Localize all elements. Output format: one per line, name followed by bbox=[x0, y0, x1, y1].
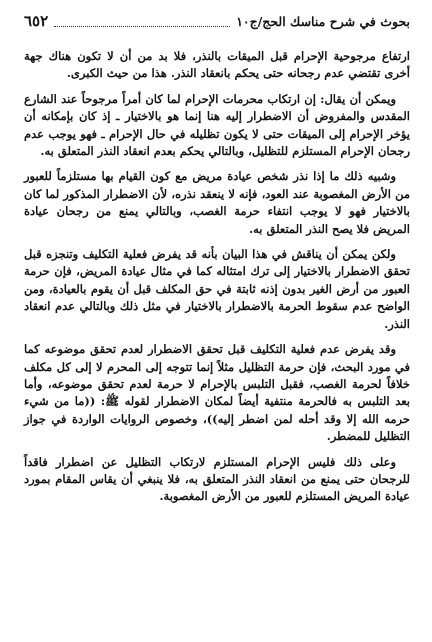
page-number: ٦٥٢ bbox=[24, 12, 49, 30]
paragraph-3: وشبيه ذلك ما إذا نذر شخص عيادة مريض مع كون القيام بها مستلزماً للعبور من الأرض المغصوبة عند العود، فإنه لا ينعقد نذره، لأن الاضطرار المذكور لما كان بالاختيار فهو لا يوجب انتفاء حرمة الغصب، وبالتالي يمنع من رجحان عيادة المريض فلا يصح النذر المتعلق به. bbox=[24, 169, 410, 236]
running-title: بحوث في شرح مناسك الحج/ج١٠ bbox=[236, 14, 410, 29]
header-dotted-leader bbox=[54, 26, 230, 27]
paragraph-1: ارتفاع مرجوحية الإحرام قبل الميقات بالنذر، فلا بد من أن لا تكون هناك جهة أخرى تقتضي عدم رجحانه حتى يحكم بانعقاد النذر. هذا من حيث الكبرى. bbox=[24, 49, 410, 81]
paragraph-4: ولكن يمكن أن يناقش في هذا البيان بأنه قد يفرض فعلية التكليف وتنجزه قبل تحقق الاضطرار بالاختيار إلى ترك امتثاله كما في مثال عيادة المريض، فإن حرمة العبور من أرض الغير بدون إذنه ثابتة في حق المكلف قبل أن يقوم بالعيادة، ومن الواضح عدم سقوط الحرمة بالاضطرار بالاختيار في مثل ذلك وبالتالي عدم انعقاد النذر. bbox=[24, 247, 410, 331]
page-header bbox=[24, 12, 410, 34]
page-body bbox=[24, 48, 410, 506]
paragraph-5: وقد يفرض عدم فعلية التكليف قبل تحقق الاضطرار لعدم تحقق موضوعه كما في مورد البحث، فإن حرمة التظليل مثلاً إنما تتوجه إلى المحرم لا إلى كل مكلف خلافاً لحرمة الغصب، فقبل التلبس بالإحرام لا حرمة لعدم تحقق موضوعه، وأما بعد التلبس به فالحرمة منتفية أيضاً لمكان الاضطرار لقوله ﷺ: ((ما من شيء حرمه الله إلا وقد أحله لمن اضطر إليه))، وخصوص الروايات الواردة في جواز التظليل للمضطر. bbox=[24, 342, 410, 444]
paragraph-2: ويمكن أن يقال: إن ارتكاب محرمات الإحرام لما كان أمراً مرجوحاً عند الشارع المقدس والمفروض أن الاضطرار إليه هنا إنما هو بالاختيار ـ إذ كان بإمكانه أن يؤخر الإحرام إلى الميقات حتى لا يكون تظليله في حال الإحرام ـ فهو يوجب عدم رجحان الإحرام المستلزم للتظليل، وبالتالي يحكم بعدم انعقاد النذر المتعلق به. bbox=[24, 91, 410, 159]
paragraph-6: وعلى ذلك فليس الإحرام المستلزم لارتكاب التظليل عن اضطرار فاقداً للرجحان حتى يمنع من انعقاد النذر المتعلق به، فلا ينبغي أن يقاس المقام بمورد عيادة المريض المستلزم للعبور من الأرض المغصوبة. bbox=[24, 454, 410, 504]
